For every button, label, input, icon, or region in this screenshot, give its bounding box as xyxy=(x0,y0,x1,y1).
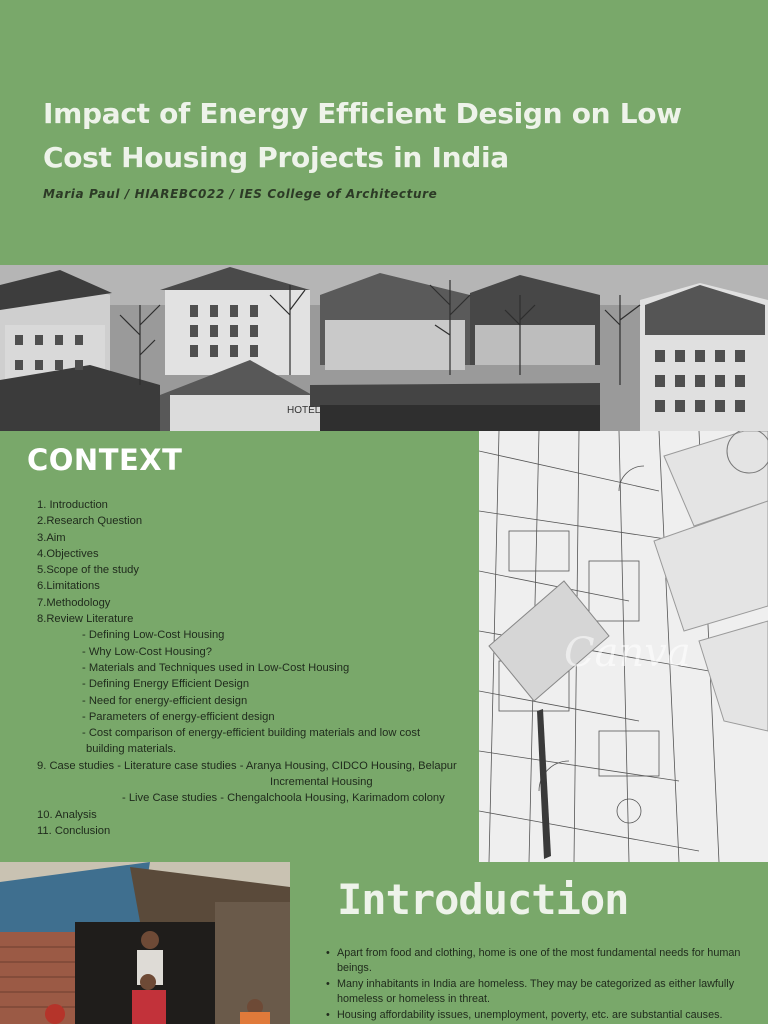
town-photo xyxy=(0,265,768,431)
introduction-heading: Introduction xyxy=(337,875,629,924)
list-item: - Why Low-Cost Housing? xyxy=(82,645,212,658)
list-item: - Defining Low-Cost Housing xyxy=(82,629,225,642)
slum-photo xyxy=(0,862,290,1024)
list-item: - Live Case studies - Chengalchoola Housing, Karimadom colony xyxy=(122,792,445,805)
bullet-icon: • xyxy=(326,978,330,990)
list-item: - Materials and Techniques used in Low-Cost Housing xyxy=(82,661,350,674)
introduction-list xyxy=(326,946,756,1024)
list-item: 3.Aim xyxy=(37,531,66,544)
list-item: 6.Limitations xyxy=(37,580,100,593)
list-item: 10. Analysis xyxy=(37,808,97,821)
context-heading: CONTEXT xyxy=(27,443,183,477)
bullet-icon: • xyxy=(326,947,330,959)
list-item: 11. Conclusion xyxy=(37,824,111,837)
list-item: 4.Objectives xyxy=(37,547,99,560)
list-item: 8.Review Literature xyxy=(37,613,134,626)
list-item: - Parameters of energy-efficient design xyxy=(82,710,275,723)
context-list xyxy=(37,497,477,839)
bullet-icon: • xyxy=(326,1009,330,1021)
list-item: 1. Introduction xyxy=(37,499,108,511)
list-item: 5.Scope of the study xyxy=(37,564,139,577)
list-item: 2.Research Question xyxy=(37,515,143,528)
list-item: - Need for energy-efficient design xyxy=(82,694,248,707)
list-item-text: Many inhabitants in India are homeless. They may be categorized as either lawfully homeless or homeless in threat. xyxy=(337,978,735,1005)
list-item: - Cost comparison of energy-efficient building materials and low cost xyxy=(82,727,421,740)
list-item: 7.Methodology xyxy=(37,596,111,609)
list-item-text: Apart from food and clothing, home is one of the most fundamental needs for human beings. xyxy=(337,947,741,974)
page-title: Impact of Energy Efficient Design on Low Cost Housing Projects in India xyxy=(43,97,682,174)
list-item-text: Housing affordability issues, unemployment, poverty, etc. are substantial causes. xyxy=(337,1009,723,1021)
list-item: Incremental Housing xyxy=(270,776,373,789)
watermark-text: Canva xyxy=(564,630,691,676)
list-item: building materials. xyxy=(86,743,177,756)
hotel-sign: HOTEL xyxy=(287,405,321,416)
list-item xyxy=(326,1008,756,1023)
list-item xyxy=(326,977,756,1007)
author-byline: Maria Paul / HIAREBC022 / IES College of Architecture xyxy=(43,187,438,201)
blueprint-photo xyxy=(479,431,768,862)
header xyxy=(0,0,768,265)
list-item xyxy=(326,946,756,976)
list-item: - Defining Energy Efficient Design xyxy=(82,678,250,691)
list-item: 9. Case studies - Literature case studies - Aranya Housing, CIDCO Housing, Belapur xyxy=(37,759,457,772)
